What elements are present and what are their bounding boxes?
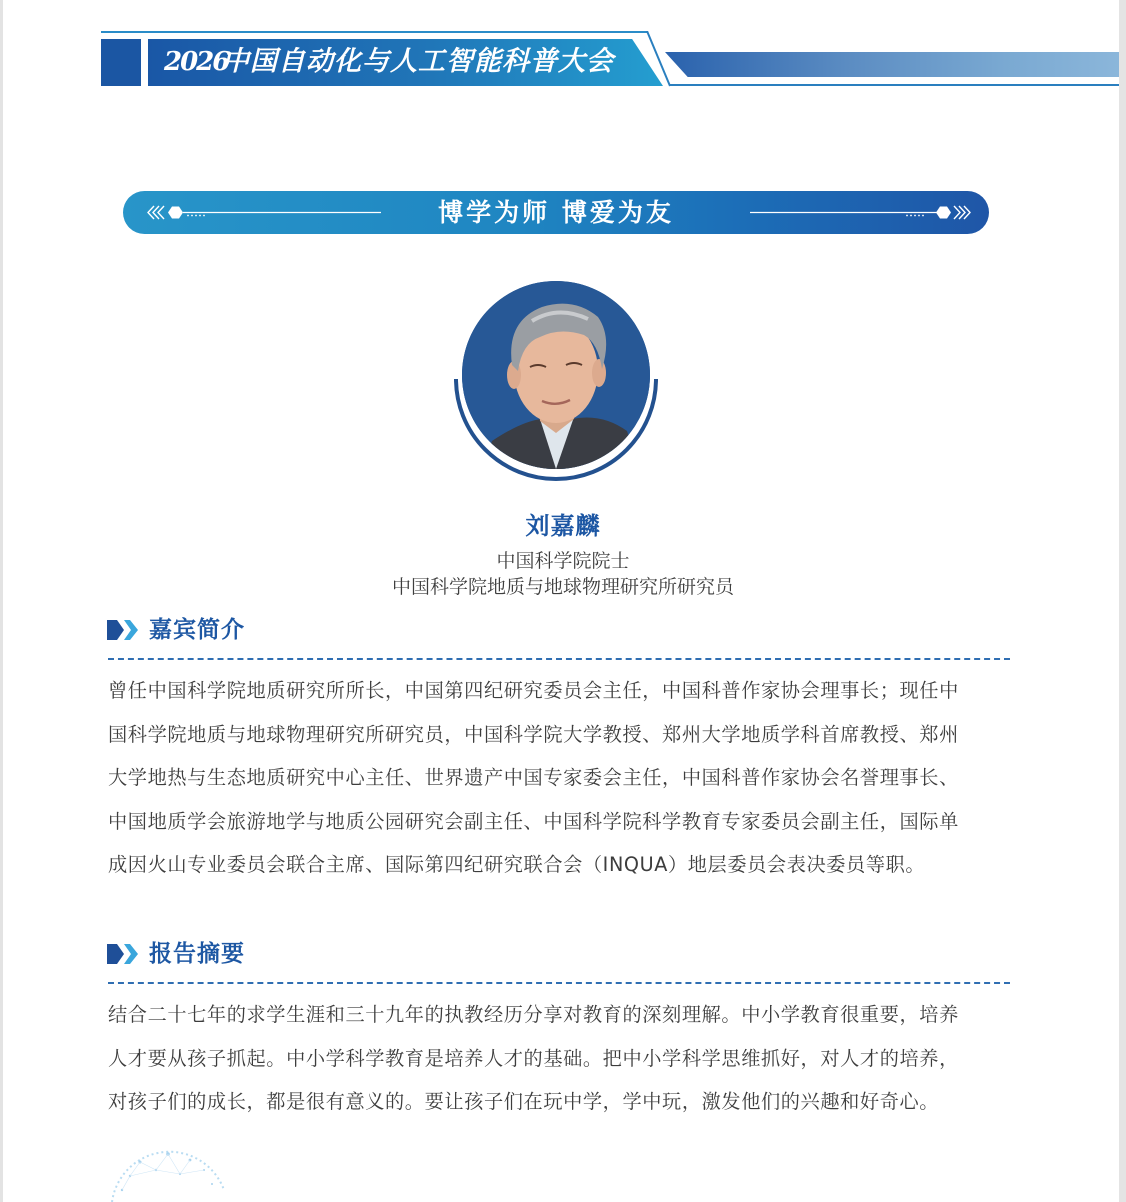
double-chevron-icon bbox=[107, 943, 139, 965]
page-scrollbar[interactable] bbox=[1119, 0, 1126, 1202]
speaker-name: 刘嘉麟 bbox=[525, 512, 601, 540]
header-year-logo: 2026 bbox=[164, 47, 229, 77]
header-bottom-rule bbox=[670, 84, 1119, 86]
header-title: 中国自动化与人工智能科普大会 bbox=[222, 46, 614, 77]
bio-line: 中国地质学会旅游地学与地质公园研究会副主任、中国科学院科学教育专家委员会副主任，国际单 bbox=[108, 809, 959, 833]
header-top-rule bbox=[101, 31, 647, 33]
abstract-line: 对孩子们的成长，都是很有意义的。要让孩子们在玩中学，学中玩，激发他们的兴趣和好奇心。 bbox=[108, 1090, 940, 1114]
bio-line: 成因火山专业委员会联合主席、国际第四纪研究联合会（INQUA）地层委员会表决委员等职。 bbox=[108, 853, 926, 877]
bio-line: 大学地热与生态地质研究中心主任、世界遗产中国专家委会主任，中国科普作家协会名誉理事长、 bbox=[108, 766, 959, 790]
network-globe-decoration bbox=[100, 1140, 240, 1202]
page-left-edge bbox=[0, 0, 3, 1202]
chevron-right-hexagon-icon bbox=[750, 191, 975, 234]
double-chevron-icon bbox=[107, 619, 139, 641]
section-divider-abstract bbox=[108, 982, 1010, 984]
header-square-accent bbox=[101, 39, 141, 86]
bio-paragraph bbox=[108, 669, 1013, 887]
abstract-paragraph bbox=[108, 993, 1013, 1124]
speaker-title-1: 中国科学院院士 bbox=[496, 550, 630, 572]
motto-banner bbox=[123, 191, 989, 234]
motto-text: 博学为师 博爱为友 bbox=[438, 198, 674, 227]
conference-header bbox=[0, 0, 1126, 100]
section-divider-bio bbox=[108, 658, 1010, 660]
section-label-bio: 嘉宾简介 bbox=[149, 617, 245, 643]
section-label-abstract: 报告摘要 bbox=[149, 941, 245, 967]
abstract-line: 人才要从孩子抓起。中小学科学教育是培养人才的基础。把中小学科学思维抓好，对人才的培养， bbox=[108, 1046, 959, 1070]
speaker-title-2: 中国科学院地质与地球物理研究所研究员 bbox=[391, 576, 734, 598]
speaker-photo bbox=[462, 281, 650, 469]
speaker-portrait bbox=[450, 281, 662, 485]
header-gradient-bar bbox=[665, 52, 1119, 77]
bio-line: 曾任中国科学院地质研究所所长，中国第四纪研究委员会主任，中国科普作家协会理事长；现任中 bbox=[108, 679, 959, 702]
bio-line: 国科学院地质与地球物理研究所研究员，中国科学院大学教授、郑州大学地质学科首席教授、郑州 bbox=[108, 722, 959, 746]
abstract-line: 结合二十七年的求学生涯和三十九年的执教经历分享对教育的深刻理解。中小学教育很重要，培养 bbox=[108, 1003, 959, 1026]
